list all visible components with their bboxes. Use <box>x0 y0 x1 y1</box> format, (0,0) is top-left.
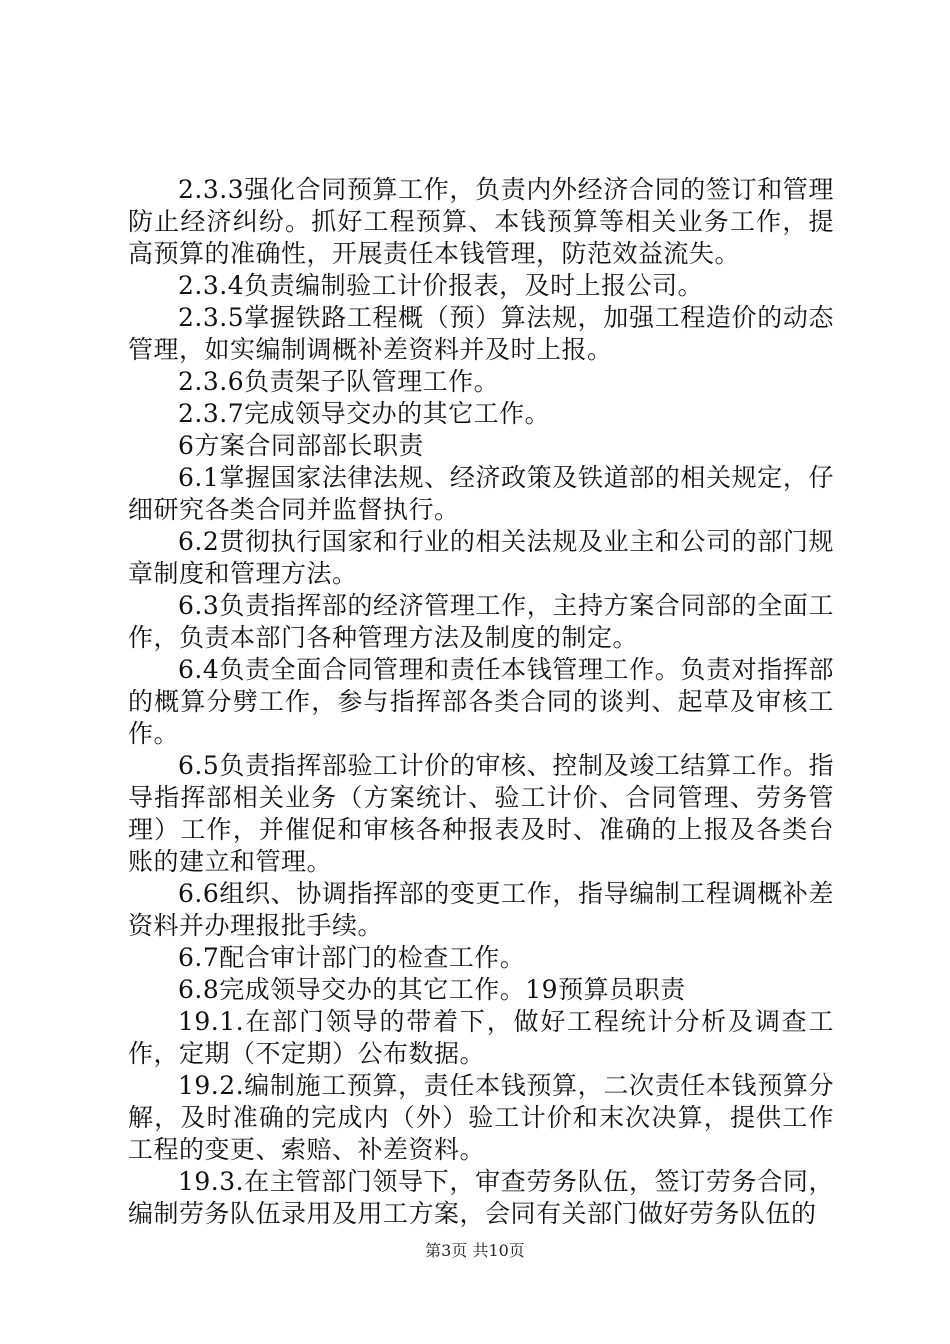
paragraph-6-5: 6.5负责指挥部验工计价的审核、控制及竣工结算工作。指导指挥部相关业务（方案统计、验工计价、合同管理、劳务管理）工作，并催促和审核各种报表及时、准确的上报及各类台账的建立和管理。 <box>128 751 834 876</box>
paragraph-6-8: 6.8完成领导交办的其它工作。19预算员职责 <box>178 975 686 1004</box>
paragraph-6-2: 6.2贯彻执行国家和行业的相关法规及业主和公司的部门规章制度和管理方法。 <box>128 527 834 588</box>
paragraph-19-2: 19.2.编制施工预算，责任本钱预算，二次责任本钱预算分解，及时准确的完成内（外）验工计价和末次决算，提供工作工程的变更、索赔、补差资料。 <box>128 1071 834 1164</box>
paragraph-6-4: 6.4负责全面合同管理和责任本钱管理工作。负责对指挥部的概算分劈工作，参与指挥部各类合同的谈判、起草及审核工作。 <box>128 655 834 748</box>
document-body <box>128 174 834 1230</box>
paragraph-2-3-6: 2.3.6负责架子队管理工作。 <box>178 367 500 396</box>
paragraph-6-7: 6.7配合审计部门的检查工作。 <box>178 943 526 972</box>
paragraph-6-6: 6.6组织、协调指挥部的变更工作，指导编制工程调概补差资料并办理报批手续。 <box>128 879 834 940</box>
paragraph-19-1: 19.1.在部门领导的带着下，做好工程统计分析及调查工作，定期（不定期）公布数据。 <box>128 1007 834 1068</box>
paragraph-6-1: 6.1掌握国家法律法规、经济政策及铁道部的相关规定，仔细研究各类合同并监督执行。 <box>128 463 834 524</box>
paragraph-2-3-4: 2.3.4负责编制验工计价报表，及时上报公司。 <box>178 271 704 300</box>
page-number-footer: 第3页 共10页 <box>425 1241 525 1260</box>
paragraph-2-3-3: 2.3.3强化合同预算工作，负责内外经济合同的签订和管理防止经济纠纷。抓好工程预算、本钱预算等相关业务工作，提高预算的准确性，开展责任本钱管理，防范效益流失。 <box>128 175 834 268</box>
paragraph-2-3-7: 2.3.7完成领导交办的其它工作。 <box>178 399 551 428</box>
paragraph-6-3: 6.3负责指挥部的经济管理工作，主持方案合同部的全面工作，负责本部门各种管理方法及制度的制定。 <box>128 591 834 652</box>
section-heading-6: 6方案合同部部长职责 <box>178 431 424 460</box>
paragraph-19-3: 19.3.在主管部门领导下，审查劳务队伍，签订劳务合同，编制劳务队伍录用及用工方案，会同有关部门做好劳务队伍的 <box>128 1167 834 1228</box>
paragraph-2-3-5: 2.3.5掌握铁路工程概（预）算法规，加强工程造价的动态管理，如实编制调概补差资料并及时上报。 <box>128 303 834 364</box>
